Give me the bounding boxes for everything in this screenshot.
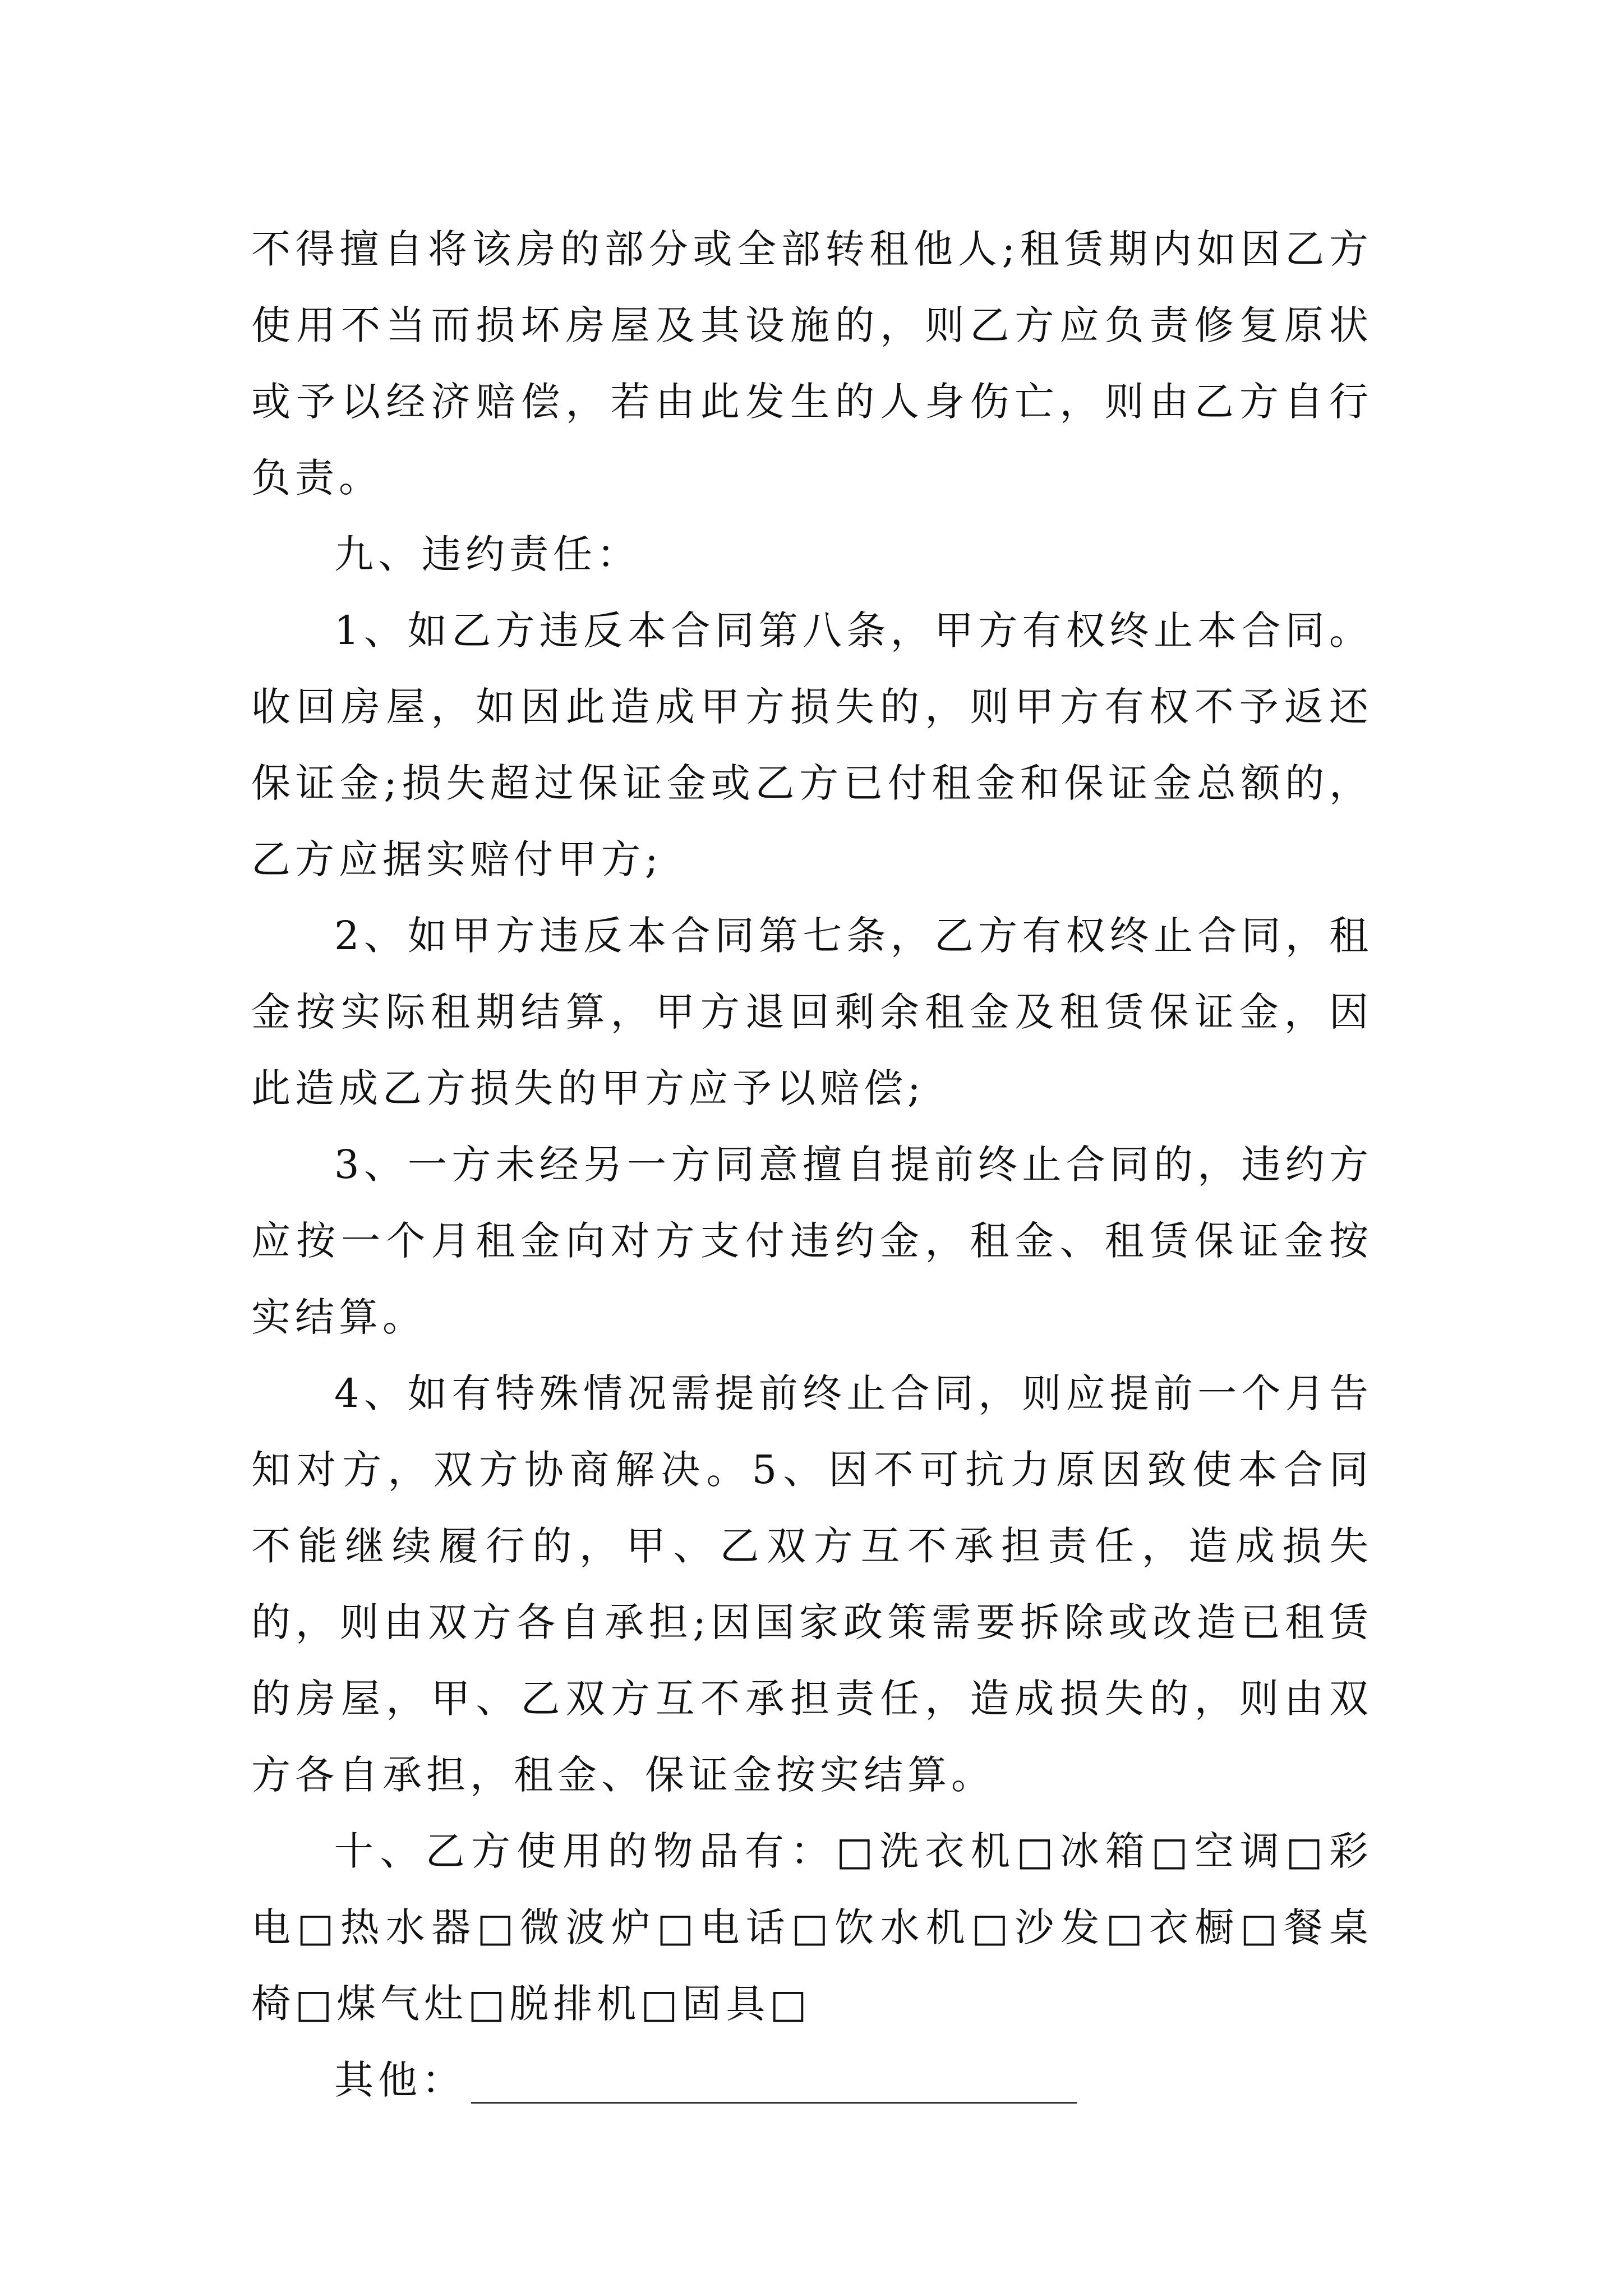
other-label: 其他：	[334, 2057, 465, 2103]
other-line	[251, 2042, 1373, 2118]
paragraph-breach-item-1: 1、如乙方违反本合同第八条，甲方有权终止本合同。收回房屋，如因此造成甲方损失的，则甲方有权不予返还保证金;损失超过保证金或乙方已付租金和保证金总额的，乙方应据实赔付甲方;	[251, 608, 1373, 882]
paragraph-breach-item-4-5: 4、如有特殊情况需提前终止合同，则应提前一个月告知对方，双方协商解决。5、因不可抗力原因致使本合同不能继续履行的，甲、乙双方互不承担责任，造成损失的，则由双方各自承担;因国家政策需要拆除或改造已租赁的房屋，甲、乙双方互不承担责任，造成损失的，则由双方各自承担，租金、保证金按实结算。	[251, 1370, 1373, 1798]
paragraph-items-checklist: 十、乙方使用的物品有：□洗衣机□冰箱□空调□彩电□热水器□微波炉□电话□饮水机□沙发□衣橱□餐桌椅□煤气灶□脱排机□固具□	[251, 1828, 1373, 2027]
heading-breach-liability: 九、违约责任：	[334, 531, 640, 577]
paragraph-breach-item-3: 3、一方未经另一方同意擅自提前终止合同的，违约方应按一个月租金向对方支付违约金，租金、租赁保证金按实结算。	[251, 1142, 1373, 1340]
other-fill-in-line	[471, 2102, 1077, 2104]
paragraph-sublet-clause: 不得擅自将该房的部分或全部转租他人;租赁期内如因乙方使用不当而损坏房屋及其设施的，则乙方应负责修复原状或予以经济赔偿，若由此发生的人身伤亡，则由乙方自行负责。	[251, 226, 1373, 501]
document-body	[251, 211, 1373, 2118]
paragraph-breach-item-2: 2、如甲方违反本合同第七条，乙方有权终止合同，租金按实际租期结算，甲方退回剩余租金及租赁保证金，因此造成乙方损失的甲方应予以赔偿;	[251, 913, 1373, 1111]
